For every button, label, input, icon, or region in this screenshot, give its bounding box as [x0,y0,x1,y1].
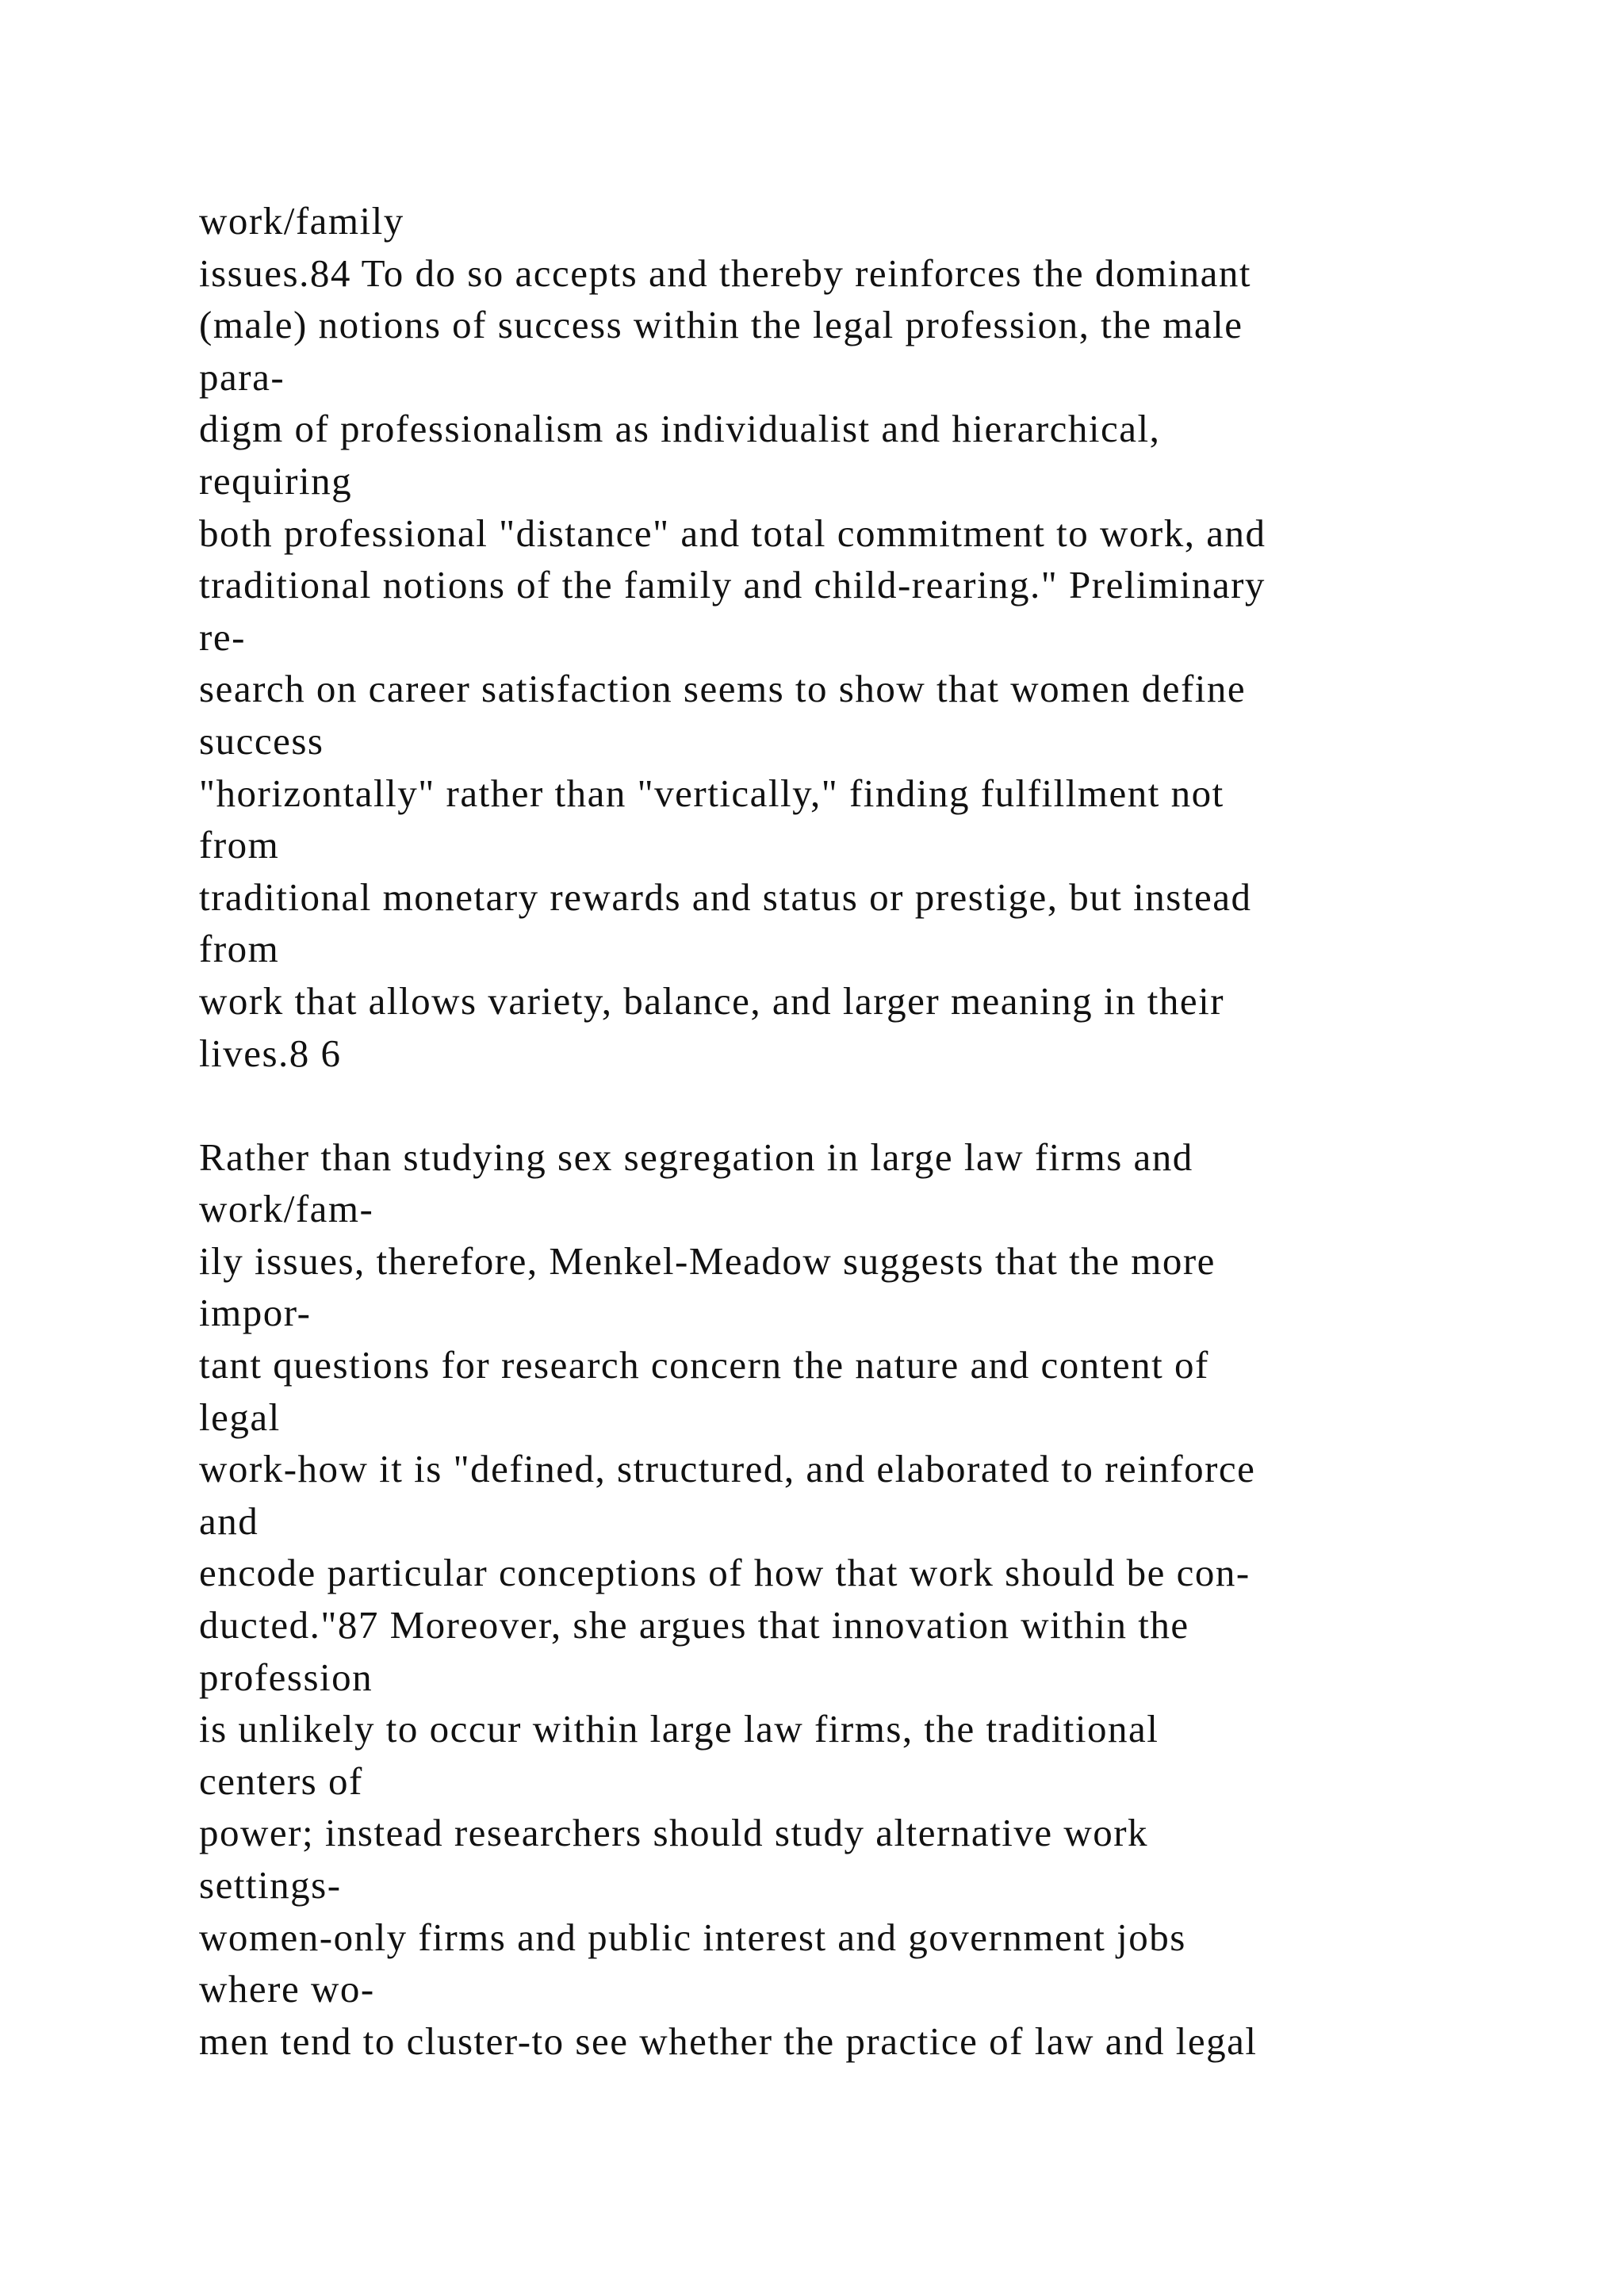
text-line: work/family [199,199,404,243]
text-line: power; instead researchers should study alternative work [199,1811,1149,1855]
text-line: traditional monetary rewards and status or prestige, but instead [199,874,1252,919]
text-line: search on career satisfaction seems to show that women define [199,667,1247,711]
text-line: para- [199,354,285,399]
text-line: encode particular conceptions of how that work should be con- [199,1551,1251,1595]
paragraph-1 [199,195,1547,1079]
text-line: traditional notions of the family and child-rearing." Preliminary [199,563,1266,607]
text-line: from [199,823,280,867]
text-line: men tend to cluster-to see whether the practice of law and legal [199,2019,1258,2063]
text-line: "horizontally" rather than "vertically," finding fulfillment not [199,771,1224,815]
text-line: (male) notions of success within the legal profession, the male [199,303,1243,347]
text-line: work that allows variety, balance, and larger meaning in their [199,978,1225,1023]
text-line: is unlikely to occur within large law firms, the traditional [199,1707,1159,1751]
text-line: digm of professionalism as individualist and hierarchical, [199,407,1161,451]
text-line: ducted."87 Moreover, she argues that innovation within the [199,1603,1189,1647]
paragraph-spacer [199,1079,1547,1131]
document-body [199,195,1547,2067]
text-line: work-how it is "defined, structured, and elaborated to reinforce [199,1447,1256,1491]
text-line: women-only firms and public interest and government jobs [199,1915,1186,1959]
text-line: tant questions for research concern the nature and content of [199,1343,1209,1387]
text-line: from [199,927,280,971]
text-line: success [199,718,324,763]
text-line: both professional "distance" and total commitment to work, and [199,511,1266,555]
text-line: settings- [199,1863,342,1907]
text-line: ily issues, therefore, Menkel-Meadow suggests that the more [199,1238,1216,1283]
text-line: lives.8 6 [199,1031,342,1075]
text-line: profession [199,1655,373,1699]
text-line: issues.84 To do so accepts and thereby reinforces the dominant [199,251,1251,295]
paragraph-2 [199,1131,1547,2068]
text-line: Rather than studying sex segregation in large law firms and [199,1135,1193,1179]
text-line: where wo- [199,1967,375,2011]
text-line: impor- [199,1291,312,1335]
text-line: and [199,1498,259,1543]
text-line: centers of [199,1758,363,1803]
text-line: work/fam- [199,1187,374,1231]
text-line: re- [199,614,246,659]
text-line: legal [199,1395,281,1439]
text-line: requiring [199,458,353,503]
